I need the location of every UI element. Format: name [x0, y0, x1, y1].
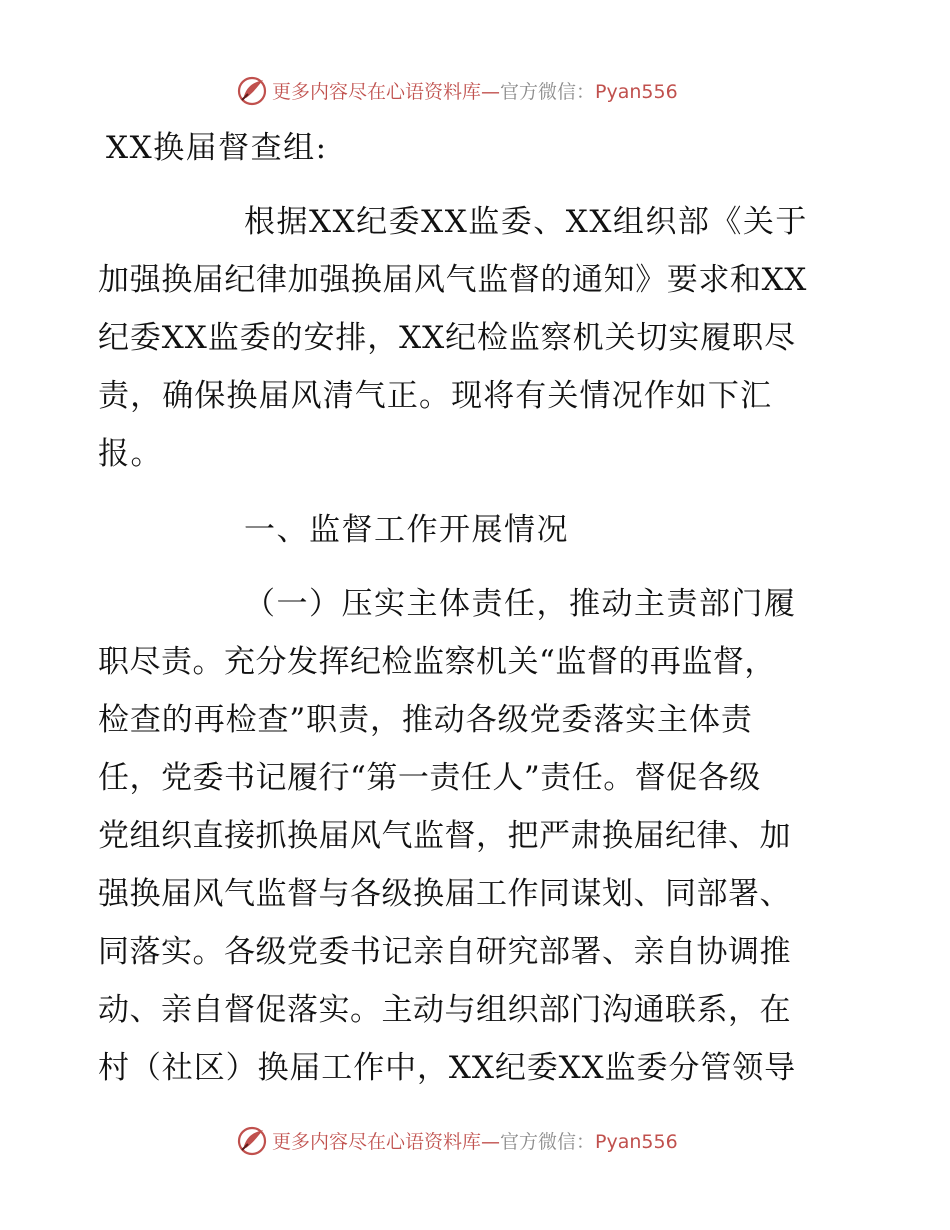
- subsection-line-9: 村（社区）换届工作中，XX纪委XX监委分管领导: [98, 1050, 796, 1086]
- watermark-account: Pyan556: [595, 80, 678, 103]
- intro-line-1: 根据XX纪委XX监委、XX组织部《关于: [244, 204, 808, 240]
- subsection-line-1: （一）压实主体责任，推动主责部门履: [244, 586, 797, 622]
- subsection-line-3: 检查的再检查”职责，推动各级党委落实主体责: [98, 702, 753, 738]
- brand-logo-icon: [236, 1124, 268, 1156]
- subsection-line-2: 职尽责。充分发挥纪检监察机关“监督的再监督，: [98, 644, 776, 680]
- watermark-text: [272, 1127, 678, 1154]
- subsection-line-5: 党组织直接抓换届风气监督，把严肃换届纪律、加: [98, 818, 791, 854]
- watermark-footer: [236, 1124, 678, 1156]
- subsection-line-6: 强换届风气监督与各级换届工作同谋划、同部署、: [98, 876, 791, 912]
- subsection-line-7: 同落实。各级党委书记亲自研究部署、亲自协调推: [98, 934, 791, 970]
- watermark-brand: 更多内容尽在心语资料库: [272, 1130, 482, 1153]
- intro-line-4: 责，确保换届风清气正。现将有关情况作如下汇: [98, 378, 773, 414]
- watermark-brand: 更多内容尽在心语资料库: [272, 80, 482, 103]
- watermark-account: Pyan556: [595, 1130, 678, 1153]
- watermark-label: 官方微信：: [500, 80, 596, 103]
- watermark-dash: —: [481, 80, 501, 103]
- section-heading-1: 一、监督工作开展情况: [244, 512, 569, 548]
- intro-line-5: 报。: [98, 436, 163, 472]
- watermark-label: 官方微信：: [500, 1130, 596, 1153]
- subsection-line-8: 动、亲自督促落实。主动与组织部门沟通联系，在: [98, 992, 791, 1028]
- intro-line-2: 加强换届纪律加强换届风气监督的通知》要求和XX: [98, 262, 807, 298]
- intro-line-3: 纪委XX监委的安排，XX纪检监察机关切实履职尽: [98, 320, 796, 356]
- salutation: XX换届督查组:: [106, 130, 328, 166]
- watermark-dash: —: [481, 1130, 501, 1153]
- subsection-line-4: 任，党委书记履行“第一责任人”责任。督促各级: [98, 760, 761, 796]
